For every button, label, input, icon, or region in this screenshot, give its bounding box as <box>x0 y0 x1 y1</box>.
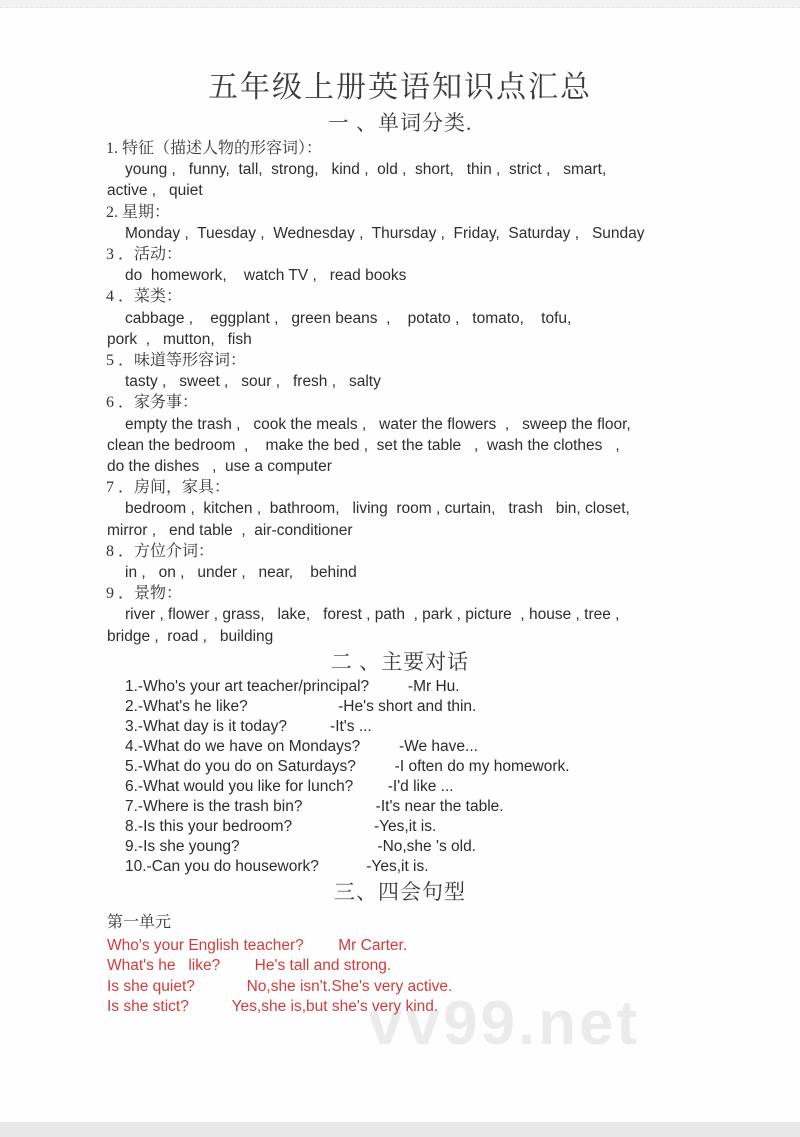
item9-label: 9 ．景物： <box>106 585 183 603</box>
unit1-label: 第一单元 <box>107 913 172 931</box>
dialogue-line-9: 9.-Is she young? -No,she 's old. <box>125 837 476 855</box>
item4-words-line1: cabbage , eggplant , green beans , potato , tomato, tofu, <box>125 309 572 327</box>
dialogue-line-5: 5.-What do you do on Saturdays? -I often do my homework. <box>125 757 570 775</box>
watermark: vv99.net <box>368 989 641 1058</box>
item8-words-line1: in , on , under , near, behind <box>125 564 357 582</box>
key-sentence-3: Is she quiet? No,she isn't.She's very active. <box>107 977 453 995</box>
dialogue-line-4: 4.-What do we have on Mondays? -We have... <box>125 737 478 755</box>
page-title: 五年级上册英语知识点汇总 <box>208 71 592 104</box>
item4-words-line2: pork , mutton, fish <box>107 330 252 348</box>
item7-label: 7 ．房间，家具： <box>106 479 231 497</box>
item4-label: 4 ．菜类： <box>106 288 183 306</box>
item7-words-line2: mirror , end table , air-conditioner <box>107 521 353 539</box>
section1-word-categories <box>105 138 745 647</box>
section1-heading: 一 、单词分类. <box>327 111 473 135</box>
item1-words-line2: active , quiet <box>107 182 203 200</box>
dialogue-line-3: 3.-What day is it today? -It's ... <box>125 717 372 735</box>
item6-label: 6 ．家务事： <box>106 394 199 412</box>
dialogue-line-2: 2.-What's he like? -He's short and thin. <box>125 697 477 715</box>
dialogue-line-8: 8.-Is this your bedroom? -Yes,it is. <box>125 817 437 835</box>
dialogue-line-6: 6.-What would you like for lunch? -I'd like ... <box>125 777 454 795</box>
item6-words-line1: empty the trash , cook the meals , water the flowers , sweep the floor, <box>125 415 631 433</box>
item1-label: 1. 特征（描述人物的形容词）： <box>106 140 323 157</box>
section3-heading: 三、四会句型 <box>334 879 466 904</box>
key-sentence-1: Who's your English teacher? Mr Carter. <box>107 936 408 954</box>
item6-words-line2: clean the bedroom , make the bed , set the table , wash the clothes , <box>107 436 620 454</box>
page-bottom-edge <box>0 1122 800 1137</box>
item9-words-line1: river , flower , grass, lake, forest , path , park , picture , house , tree , <box>125 606 620 624</box>
dialogue-line-7: 7.-Where is the trash bin? -It's near the table. <box>125 797 504 815</box>
key-sentence-2: What's he like? He's tall and strong. <box>107 957 392 975</box>
item2-label: 2. 星期： <box>106 203 171 221</box>
key-sentence-4: Is she stict? Yes,she is,but she's very kind. <box>107 998 439 1016</box>
item1-words-line1: young , funny, tall, strong, kind , old , short, thin , strict , smart, <box>125 161 607 179</box>
dialogue-line-10: 10.-Can you do housework? -Yes,it is. <box>125 857 429 875</box>
item8-label: 8 ．方位介词： <box>106 542 215 560</box>
item3-words-line1: do homework, watch TV , read books <box>125 267 407 285</box>
section2-heading: 二 、主要对话 <box>330 649 470 674</box>
item5-words-line1: tasty , sweet , sour , fresh , salty <box>125 373 381 391</box>
item6-words-line3: do the dishes , use a computer <box>107 458 332 476</box>
item2-words-line1: Monday , Tuesday , Wednesday , Thursday , Friday, Saturday , Sunday <box>125 224 645 242</box>
item5-label: 5 ．味道等形容词： <box>106 352 247 370</box>
section3-sentences <box>105 907 745 1018</box>
section2-dialogues <box>105 677 745 877</box>
dialogue-line-1: 1.-Who's your art teacher/principal? -Mr Hu. <box>125 677 460 695</box>
item3-label: 3 ．活动： <box>106 246 183 264</box>
item9-words-line2: bridge , road , building <box>107 627 274 645</box>
item7-words-line1: bedroom , kitchen , bathroom, living room , curtain, trash bin, closet, <box>125 500 630 518</box>
